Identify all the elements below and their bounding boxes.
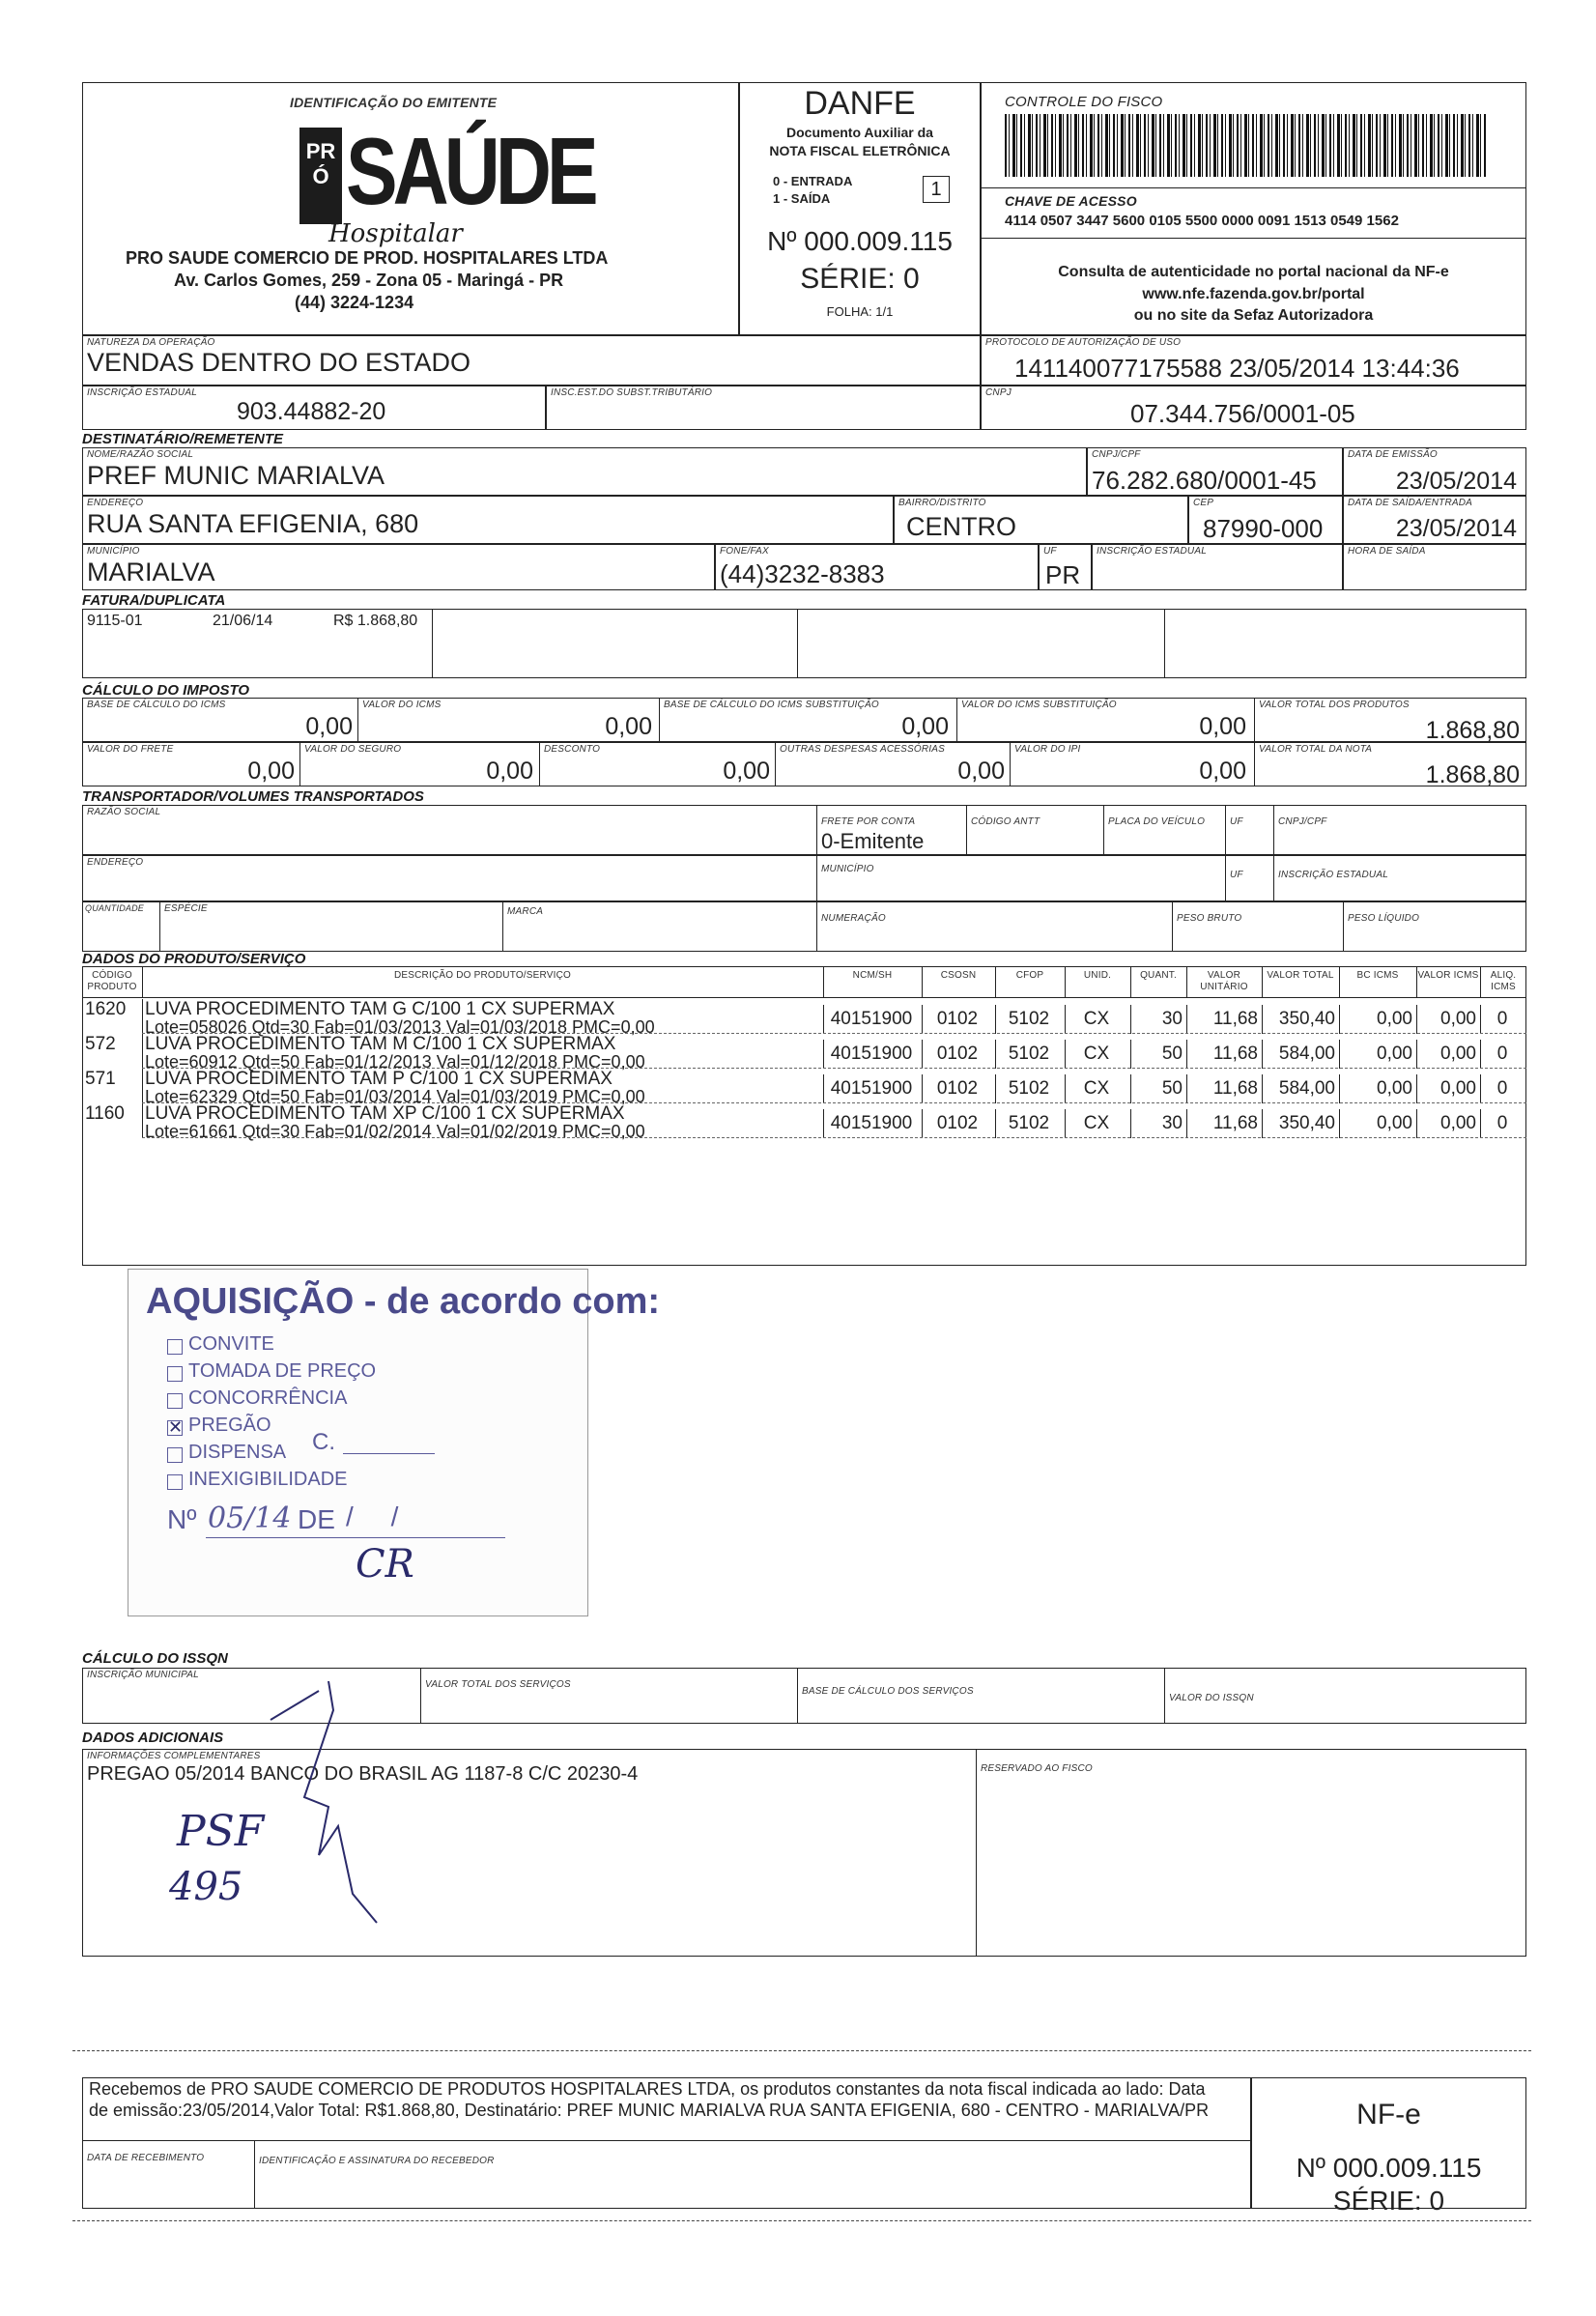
emitente-phone: (44) 3224-1234 (295, 293, 414, 312)
danfe-entrada: 0 - ENTRADA (773, 174, 853, 188)
product-total: 350,40 (1278, 1113, 1335, 1133)
stamp-option-dispensa: DISPENSA (188, 1442, 287, 1463)
product-unid: CX (1083, 1113, 1110, 1133)
product-ncm: 40151900 (830, 1078, 913, 1099)
canhoto-nfe: NF-e (1356, 2099, 1421, 2130)
transp-quantidade-label: QUANTIDADE (85, 903, 145, 913)
product-cfop: 5102 (1008, 1009, 1050, 1029)
transp-razao-label: RAZÃO SOCIAL (87, 807, 161, 817)
destinatario-title: DESTINATÁRIO/REMETENTE (82, 431, 284, 447)
frete: 0,00 (247, 758, 295, 785)
dest-saida: 23/05/2014 (1395, 515, 1517, 542)
danfe-folha: FOLHA: 1/1 (826, 304, 894, 319)
chave-acesso: 4114 0507 3447 5600 0105 5500 0000 0091 1513 0549 1562 (1005, 213, 1399, 229)
product-bc: 0,00 (1377, 1113, 1412, 1133)
product-description: LUVA PROCEDIMENTO TAM G C/100 1 CX SUPERMAX (145, 999, 615, 1019)
barcode (1005, 114, 1488, 177)
dest-bairro-label: BAIRRO/DISTRITO (898, 498, 986, 508)
dest-nome-label: NOME/RAZÃO SOCIAL (87, 449, 194, 460)
checkbox-concorrencia (167, 1393, 183, 1409)
product-cfop: 5102 (1008, 1078, 1050, 1099)
transp-cnpj-label: CNPJ/CPF (1278, 816, 1327, 827)
product-total: 584,00 (1278, 1078, 1335, 1099)
danfe-serie: SÉRIE: 0 (800, 263, 920, 295)
transp-numeracao-label: NUMERAÇÃO (821, 913, 886, 924)
danfe-subtitle2: NOTA FISCAL ELETRÔNICA (769, 143, 951, 158)
checkbox-inexigibilidade (167, 1474, 183, 1490)
product-description: LUVA PROCEDIMENTO TAM XP C/100 1 CX SUPERMAX (145, 1103, 625, 1124)
natureza-label: NATUREZA DA OPERAÇÃO (87, 337, 215, 348)
dest-uf-label: UF (1043, 546, 1057, 557)
total-nota-label: VALOR TOTAL DA NOTA (1259, 744, 1373, 755)
cnpj-emitente-value: 07.344.756/0001-05 (1130, 399, 1355, 428)
desconto: 0,00 (723, 758, 770, 785)
product-unid: CX (1083, 1078, 1110, 1099)
product-csosn: 0102 (936, 1113, 979, 1133)
product-unit: 11,68 (1212, 1044, 1258, 1064)
col-header-unit: VALOR UNITÁRIO (1200, 970, 1248, 992)
reservado-fisco-label: RESERVADO AO FISCO (981, 1763, 1093, 1774)
transp-placa-label: PLACA DO VEÍCULO (1108, 816, 1206, 827)
valor-st: 0,00 (1199, 713, 1246, 740)
canhoto-numero: Nº 000.009.115 (1296, 2153, 1482, 2183)
product-lote: Lote=61661 Qtd=30 Fab=01/02/2014 Val=01/02/2019 PMC=0,00 (145, 1122, 645, 1141)
stamp-signature: CR (356, 1542, 414, 1587)
total-produtos: 1.868,80 (1425, 717, 1520, 744)
product-aliq: 0 (1496, 1009, 1508, 1029)
ie-value: 903.44882-20 (237, 398, 386, 425)
seguro-label: VALOR DO SEGURO (304, 744, 402, 755)
consulta2: www.nfe.fazenda.gov.br/portal (1142, 286, 1365, 302)
danfe-title: DANFE (804, 85, 916, 122)
outras-label: OUTRAS DESPESAS ACESSÓRIAS (780, 744, 945, 755)
stamp-option-concorrencia: CONCORRÊNCIA (188, 1387, 348, 1409)
logo-sub: Hospitalar (328, 219, 463, 248)
consulta1: Consulta de autenticidade no portal nacional da NF-e (1058, 264, 1449, 280)
protocolo-value: 141140077175588 23/05/2014 13:44:36 (1014, 354, 1460, 383)
col-header-descricao: DESCRIÇÃO DO PRODUTO/SERVIÇO (393, 970, 572, 981)
stamp-option-pregao: PREGÃO (188, 1415, 271, 1436)
product-code: 1620 (85, 999, 127, 1019)
col-header-total: VALOR TOTAL (1267, 970, 1334, 981)
stamp-numero-prefix: Nº (167, 1504, 197, 1534)
dest-nome: PREF MUNIC MARIALVA (87, 461, 385, 490)
stamp-date-slashes: / / (346, 1501, 399, 1531)
product-unid: CX (1083, 1044, 1110, 1064)
product-code: 572 (85, 1034, 116, 1054)
dest-cep-label: CEP (1193, 498, 1214, 508)
dest-endereco-label: ENDEREÇO (87, 498, 144, 508)
product-lote: Lote=058026 Qtd=30 Fab=01/03/2013 Val=01/03/2018 PMC=0,00 (145, 1017, 655, 1037)
dest-saida-label: DATA DE SAÍDA/ENTRADA (1348, 498, 1473, 508)
hand-scribble (261, 1681, 396, 1932)
protocolo-label: PROTOCOLO DE AUTORIZAÇÃO DE USO (985, 337, 1182, 348)
controle-label: CONTROLE DO FISCO (1005, 94, 1163, 110)
product-code: 571 (85, 1069, 116, 1089)
emitente-name: PRO SAUDE COMERCIO DE PROD. HOSPITALARES LTDA (126, 248, 609, 268)
product-csosn: 0102 (936, 1009, 979, 1029)
total-nota: 1.868,80 (1425, 761, 1520, 788)
transp-endereco-label: ENDEREÇO (87, 857, 144, 868)
stamp-c-label: C. (312, 1429, 335, 1455)
col-header-cfop: CFOP (1015, 970, 1044, 981)
danfe-saida: 1 - SAÍDA (773, 191, 831, 206)
transp-row3 (82, 901, 1526, 952)
fatura-title: FATURA/DUPLICATA (82, 592, 226, 609)
danfe-subtitle1: Documento Auxiliar da (786, 125, 933, 140)
logo-main: SAÚDE (346, 118, 594, 224)
company-logo (299, 118, 594, 248)
dest-municipio-label: MUNICÍPIO (87, 546, 140, 557)
valor-icms-label: VALOR DO ICMS (362, 700, 442, 710)
imposto-title: CÁLCULO DO IMPOSTO (82, 682, 250, 699)
product-quant: 50 (1161, 1078, 1183, 1099)
product-cfop: 5102 (1008, 1113, 1050, 1133)
hand-psf: PSF (177, 1807, 265, 1856)
danfe-numero: Nº 000.009.115 (767, 226, 953, 256)
outras: 0,00 (957, 758, 1005, 785)
product-vicms: 0,00 (1440, 1113, 1476, 1133)
issqn-base-label: BASE DE CÁLCULO DOS SERVIÇOS (802, 1686, 974, 1697)
transp-marca-label: MARCA (507, 906, 544, 917)
stamp-title: AQUISIÇÃO - de acordo com: (146, 1281, 661, 1322)
canhoto-text1: Recebemos de PRO SAUDE COMERCIO DE PRODUTOS HOSPITALARES LTDA, os produtos constantes da nota fiscal indicada ao lado: Data (89, 2079, 1206, 2099)
product-vicms: 0,00 (1440, 1078, 1476, 1099)
product-unit: 11,68 (1212, 1078, 1258, 1099)
product-cfop: 5102 (1008, 1044, 1050, 1064)
product-description: LUVA PROCEDIMENTO TAM M C/100 1 CX SUPERMAX (145, 1034, 616, 1054)
checkbox-tomada (167, 1366, 183, 1382)
product-csosn: 0102 (936, 1078, 979, 1099)
col-header-vicms: VALOR ICMS (1417, 970, 1479, 981)
col-header-ncm: NCM/SH (852, 970, 893, 981)
ipi: 0,00 (1199, 758, 1246, 785)
checkbox-convite (167, 1339, 183, 1355)
product-lote: Lote=62329 Qtd=50 Fab=01/03/2014 Val=01/03/2019 PMC=0,00 (145, 1087, 645, 1106)
base-st: 0,00 (901, 713, 949, 740)
aquisicao-stamp (128, 1269, 661, 1616)
dest-cnpj: 76.282.680/0001-45 (1092, 466, 1317, 495)
issqn-valor-label: VALOR DO ISSQN (1169, 1693, 1254, 1703)
checkbox-dispensa (167, 1447, 183, 1463)
transp-uf-label: UF (1230, 816, 1243, 827)
product-unit: 11,68 (1212, 1009, 1258, 1029)
ipi-label: VALOR DO IPI (1014, 744, 1081, 755)
col-header-quant: QUANT. (1140, 970, 1177, 981)
dest-endereco: RUA SANTA EFIGENIA, 680 (87, 509, 419, 538)
fatura-valor: R$ 1.868,80 (333, 613, 418, 629)
transp-frete: 0-Emitente (821, 829, 925, 853)
canhoto-data-label: DATA DE RECEBIMENTO (87, 2153, 205, 2163)
product-total: 350,40 (1278, 1009, 1335, 1029)
product-unid: CX (1083, 1009, 1110, 1029)
dest-fone-label: FONE/FAX (720, 546, 769, 557)
dest-ie-label: INSCRIÇÃO ESTADUAL (1097, 546, 1207, 557)
total-produtos-label: VALOR TOTAL DOS PRODUTOS (1259, 700, 1410, 710)
adicionais-title: DADOS ADICIONAIS (82, 1730, 224, 1746)
seguro: 0,00 (486, 758, 533, 785)
dest-emissao: 23/05/2014 (1395, 468, 1517, 495)
product-lote: Lote=60912 Qtd=50 Fab=01/12/2013 Val=01/12/2018 PMC=0,00 (145, 1052, 645, 1072)
transp-ie-label: INSCRIÇÃO ESTADUAL (1278, 870, 1388, 880)
stamp-option-inexigibilidade: INEXIGIBILIDADE (188, 1469, 348, 1490)
danfe-tipo-box (923, 176, 950, 203)
issqn-total-label: VALOR TOTAL DOS SERVIÇOS (425, 1679, 571, 1690)
col-header-bc: BC ICMS (1356, 970, 1399, 981)
transp-uf2-label: UF (1230, 870, 1243, 880)
dest-fone: (44)3232-8383 (720, 559, 885, 588)
stamp-numero-hand: 05/14 (208, 1501, 292, 1535)
base-icms-label: BASE DE CÁLCULO DO ICMS (87, 700, 226, 710)
canhoto-text2: de emissão:23/05/2014,Valor Total: R$1.868,80, Destinatário: PREF MUNIC MARIALVA RUA SANTA EFIGENIA, 680 - CENTRO - MARIALVA/PR (89, 2101, 1210, 2120)
product-aliq: 0 (1496, 1078, 1508, 1099)
product-ncm: 40151900 (830, 1044, 913, 1064)
desconto-label: DESCONTO (544, 744, 601, 755)
valor-icms: 0,00 (605, 713, 652, 740)
issqn-im-label: INSCRIÇÃO MUNICIPAL (87, 1670, 199, 1680)
info-label: INFORMAÇÕES COMPLEMENTARES (87, 1751, 261, 1761)
logo-pro: PRÓ (305, 139, 336, 188)
base-st-label: BASE DE CÁLCULO DO ICMS SUBSTITUIÇÃO (664, 700, 879, 710)
cut-line (72, 2050, 1531, 2051)
dest-hora-label: HORA DE SAÍDA (1348, 546, 1426, 557)
product-ncm: 40151900 (830, 1113, 913, 1133)
emitente-section-title: IDENTIFICAÇÃO DO EMITENTE (290, 95, 498, 110)
product-vicms: 0,00 (1440, 1044, 1476, 1064)
transportador-title: TRANSPORTADOR/VOLUMES TRANSPORTADOS (82, 788, 424, 805)
fatura-vencimento: 21/06/14 (213, 613, 273, 629)
ie-label: INSCRIÇÃO ESTADUAL (87, 387, 197, 398)
col-header-aliq: ALIQ. ICMS (1490, 970, 1517, 992)
fatura-numero: 9115-01 (87, 613, 143, 629)
product-unit: 11,68 (1212, 1113, 1258, 1133)
consulta3: ou no site da Sefaz Autorizadora (1133, 307, 1374, 324)
product-bc: 0,00 (1377, 1078, 1412, 1099)
transp-antt-label: CÓDIGO ANTT (971, 816, 1040, 827)
cnpj-emitente-label: CNPJ (985, 387, 1012, 398)
checkbox-pregao-checked: ✕ (168, 1417, 184, 1437)
transp-municipio-label: MUNICÍPIO (821, 864, 874, 874)
dest-municipio: MARIALVA (87, 558, 215, 586)
product-code: 1160 (85, 1103, 125, 1124)
dest-cep: 87990-000 (1203, 514, 1324, 543)
transp-row1 (82, 805, 1526, 855)
ie-st-label: INSC.EST.DO SUBST.TRIBUTÁRIO (551, 387, 713, 398)
product-total: 584,00 (1278, 1044, 1335, 1064)
dest-bairro: CENTRO (906, 512, 1016, 541)
product-csosn: 0102 (936, 1044, 979, 1064)
col-header-csosn: CSOSN (940, 970, 977, 981)
col-header-unid: UNID. (1083, 970, 1112, 981)
product-aliq: 0 (1496, 1113, 1508, 1133)
produtos-title: DADOS DO PRODUTO/SERVIÇO (82, 951, 306, 967)
info-value: PREGAO 05/2014 BANCO DO BRASIL AG 1187-8 C/C 20230-4 (87, 1763, 639, 1785)
product-vicms: 0,00 (1440, 1009, 1476, 1029)
dest-emissao-label: DATA DE EMISSÃO (1348, 449, 1438, 460)
canhoto-serie: SÉRIE: 0 (1332, 2186, 1445, 2216)
product-quant: 50 (1161, 1044, 1183, 1064)
chave-label: CHAVE DE ACESSO (1005, 193, 1137, 209)
transp-frete-label: FRETE POR CONTA (821, 816, 916, 827)
base-icms: 0,00 (305, 713, 353, 740)
col-header-codigo: CÓDIGO PRODUTO (87, 970, 137, 992)
product-bc: 0,00 (1377, 1009, 1412, 1029)
transp-peso-bruto-label: PESO BRUTO (1177, 913, 1242, 924)
transp-peso-liquido-label: PESO LÍQUIDO (1348, 913, 1420, 924)
emitente-address: Av. Carlos Gomes, 259 - Zona 05 - Maringá - PR (174, 271, 564, 290)
stamp-option-convite: CONVITE (188, 1333, 274, 1355)
dest-cnpj-label: CNPJ/CPF (1092, 449, 1141, 460)
stamp-option-tomada: TOMADA DE PREÇO (188, 1360, 377, 1382)
stamp-de-label: DE (298, 1504, 335, 1534)
product-quant: 30 (1161, 1113, 1183, 1133)
frete-label: VALOR DO FRETE (87, 744, 174, 755)
natureza-value: VENDAS DENTRO DO ESTADO (87, 348, 471, 377)
danfe-tipo: 1 (930, 179, 942, 200)
product-quant: 30 (1161, 1009, 1183, 1029)
canhoto-assinatura-label: IDENTIFICAÇÃO E ASSINATURA DO RECEBEDOR (259, 2156, 495, 2166)
valor-st-label: VALOR DO ICMS SUBSTITUIÇÃO (961, 700, 1117, 710)
product-bc: 0,00 (1377, 1044, 1412, 1064)
hand-495: 495 (169, 1865, 243, 1909)
product-description: LUVA PROCEDIMENTO TAM P C/100 1 CX SUPERMAX (145, 1069, 613, 1089)
dest-uf: PR (1045, 560, 1081, 589)
transp-especie-label: ESPÉCIE (164, 903, 208, 914)
fatura-box (82, 609, 1526, 678)
product-ncm: 40151900 (830, 1009, 913, 1029)
product-aliq: 0 (1496, 1044, 1508, 1064)
issqn-title: CÁLCULO DO ISSQN (82, 1650, 228, 1667)
